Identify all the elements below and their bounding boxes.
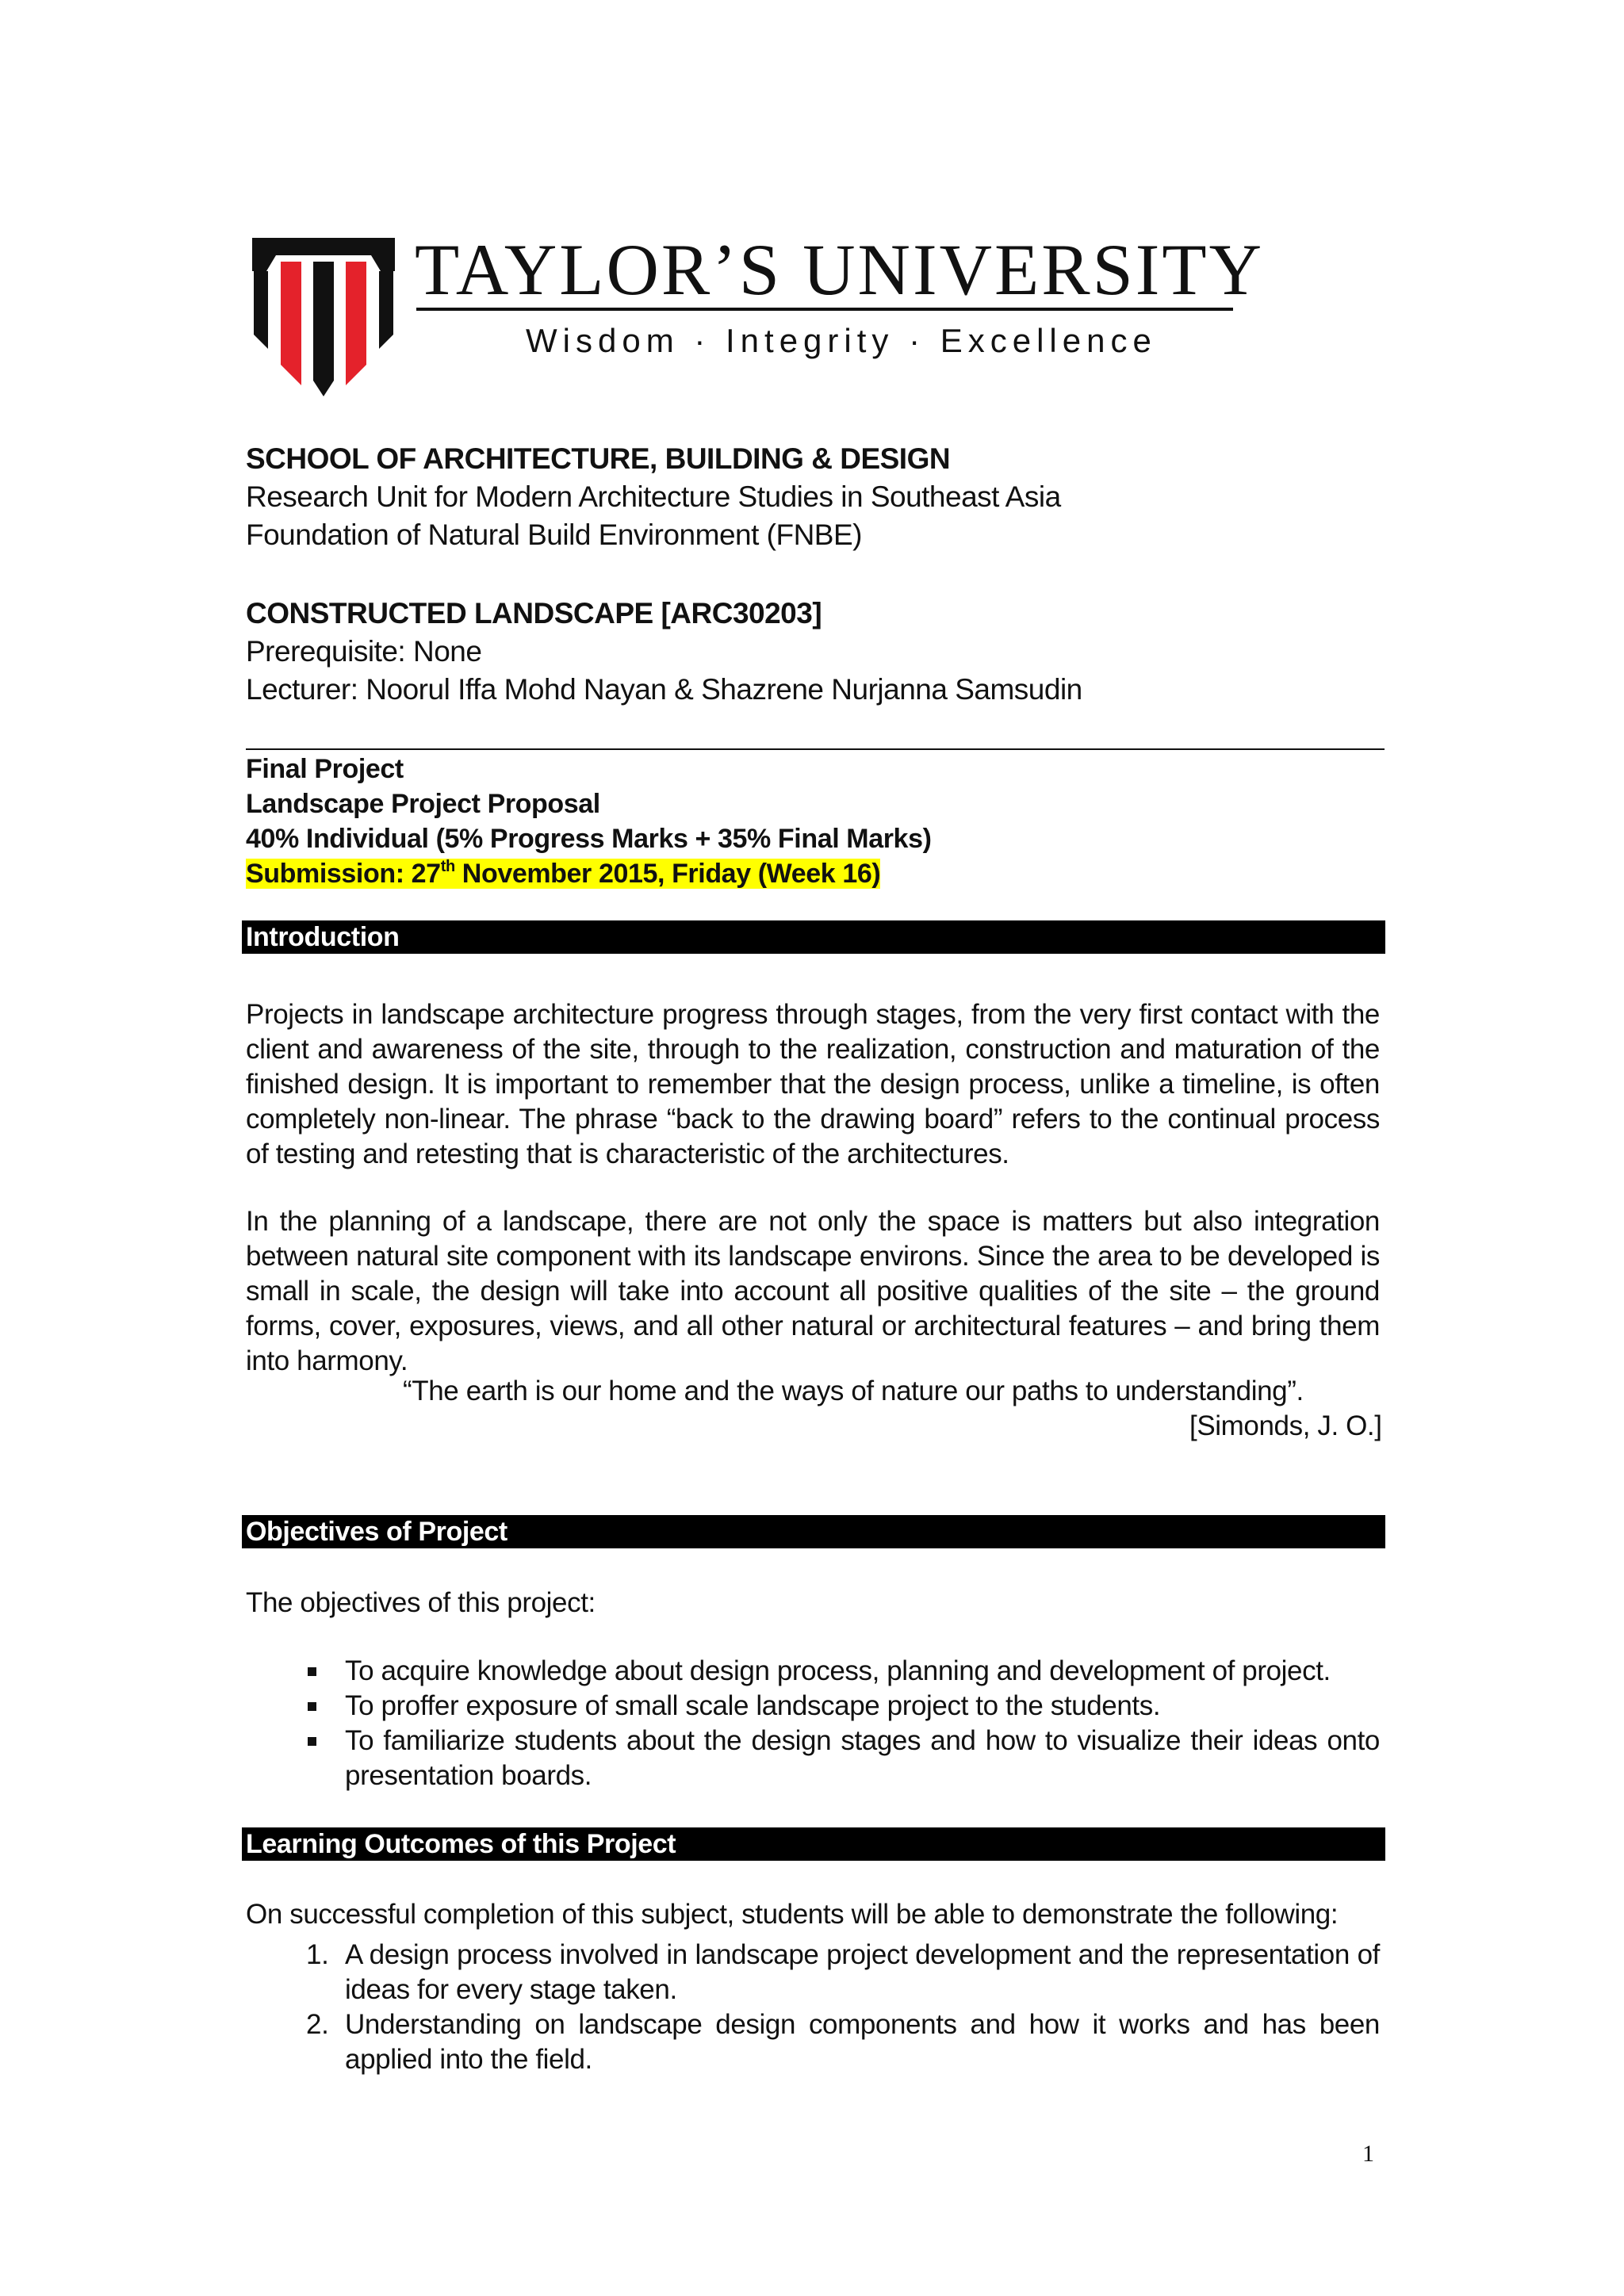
quote-author: [Simonds, J. O.]: [1189, 1410, 1382, 1441]
outcome-text: A design process involved in landscape project development and the representation of ideas for every stage taken.: [345, 1939, 1380, 2005]
introduction-heading: Introduction: [242, 920, 1385, 954]
university-logo: [252, 229, 1265, 404]
course-lecturer: Lecturer: Noorul Iffa Mohd Nayan & Shazrene Nurjanna Samsudin: [246, 673, 1082, 706]
divider-line: [246, 748, 1385, 750]
course-prerequisite: Prerequisite: None: [246, 635, 482, 668]
submission-highlight: [246, 859, 880, 889]
course-info: [246, 595, 1388, 709]
page-number: 1: [1362, 2141, 1374, 2167]
school-header: [246, 440, 1388, 554]
logo-tagline: Wisdom · Integrity · Excellence: [526, 322, 1157, 359]
bullet-square-icon: [308, 1702, 316, 1711]
submission-date: [246, 856, 1388, 891]
quote-text: “The earth is our home and the ways of nature our paths to understanding”.: [403, 1376, 1304, 1406]
logo-wordmark: TAYLOR’S UNIVERSITY: [415, 229, 1265, 310]
objective-item: [246, 1724, 1380, 1793]
outcome-number: 1.: [306, 1939, 329, 1970]
objective-text: To acquire knowledge about design process, planning and development of project.: [345, 1655, 1331, 1686]
taylors-crest-icon: [252, 230, 395, 404]
intro-text-1: Projects in landscape architecture progress through stages, from the very first contact with the client and awareness of the site, through to the realization, construction and maturation of the finished design. It is important to remember that the design process, unlike a timeline, is often completely non-linear. The phrase “back to the drawing board” refers to the continual process of testing and retesting that is characteristic of the architectures.: [246, 999, 1380, 1169]
submission-prefix: Submission: 27: [246, 859, 441, 889]
intro-text-2: In the planning of a landscape, there are not only the space is matters but also integration between natural site component with its landscape environs. Since the area to be developed is small in scale, the design will take into account all positive qualities of the site – the ground forms, cover, exposures, views, and all other natural or architectural features – and bring them into harmony.: [246, 1206, 1380, 1376]
objectives-heading: Objectives of Project: [242, 1515, 1385, 1548]
school-name: SCHOOL OF ARCHITECTURE, BUILDING & DESIGN: [246, 442, 951, 475]
logo-underline: [416, 308, 1233, 311]
objectives-list: [246, 1654, 1380, 1793]
outcomes-intro: On successful completion of this subject, students will be able to demonstrate the following:: [246, 1899, 1339, 1930]
outcome-item: [246, 1938, 1380, 2007]
course-title: CONSTRUCTED LANDSCAPE [ARC30203]: [246, 597, 822, 629]
project-name: Landscape Project Proposal: [246, 789, 600, 819]
submission-sup: th: [440, 858, 455, 875]
project-type: Final Project: [246, 754, 404, 784]
project-info: [246, 752, 1388, 891]
objectives-intro: The objectives of this project:: [246, 1587, 596, 1618]
outcome-item: [246, 2007, 1380, 2077]
research-unit: Research Unit for Modern Architecture Studies in Southeast Asia: [246, 480, 1061, 513]
bullet-square-icon: [308, 1667, 316, 1676]
objective-text: To familiarize students about the design stages and how to visualize their ideas onto presentation boards.: [345, 1725, 1380, 1791]
outcomes-heading: Learning Outcomes of this Project: [242, 1827, 1385, 1861]
bullet-square-icon: [308, 1737, 316, 1746]
outcomes-list: [246, 1938, 1380, 2077]
objective-item: [246, 1689, 1380, 1724]
outcome-text: Understanding on landscape design components and how it works and has been applied into the field.: [345, 2009, 1380, 2075]
objective-item: [246, 1654, 1380, 1689]
introduction-paragraph-2: [246, 1204, 1380, 1379]
outcome-number: 2.: [306, 2009, 329, 2040]
introduction-paragraph-1: [246, 997, 1380, 1172]
project-weight: 40% Individual (5% Progress Marks + 35% Final Marks): [246, 824, 932, 854]
submission-suffix: November 2015, Friday (Week 16): [454, 859, 881, 889]
foundation-name: Foundation of Natural Build Environment (FNBE): [246, 519, 862, 551]
objective-text: To proffer exposure of small scale landscape project to the students.: [345, 1690, 1161, 1721]
